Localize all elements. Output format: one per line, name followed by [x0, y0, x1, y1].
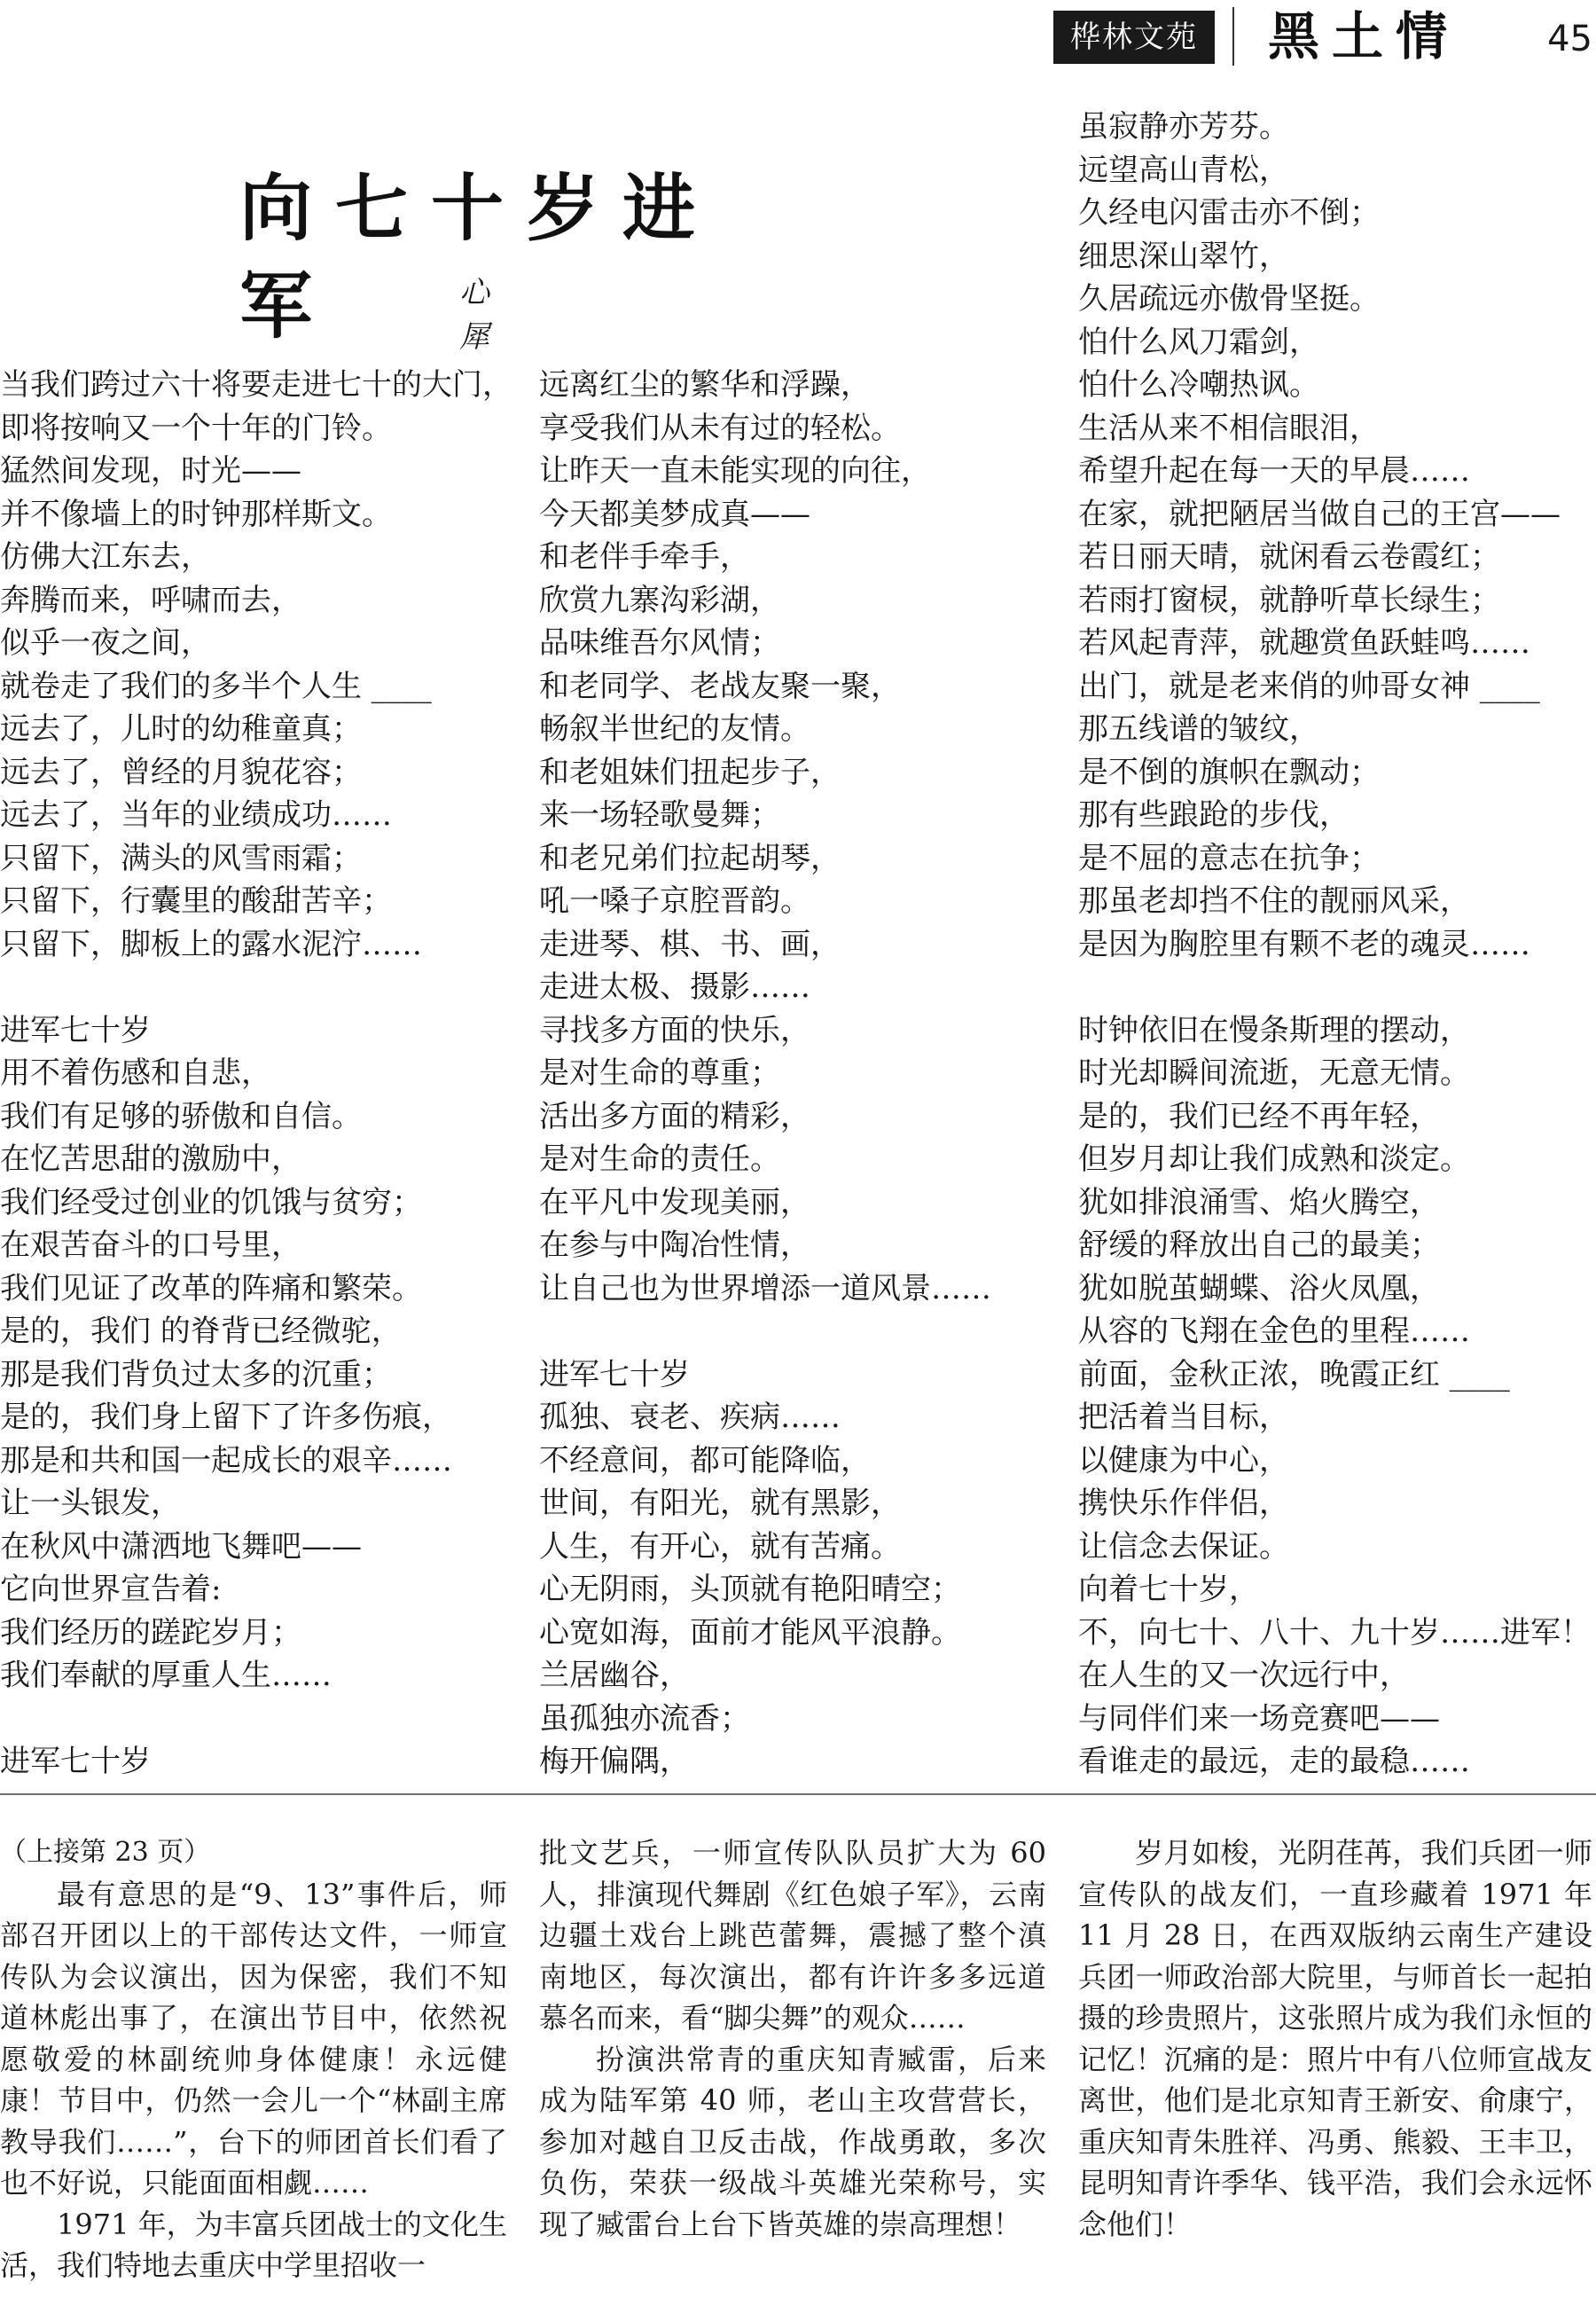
- poem-line: 若风起青萍，就趣赏鱼跃蛙鸣……: [1078, 625, 1530, 661]
- poem-line: 远去了，儿时的幼稚童真；: [0, 711, 362, 747]
- poem-line: 进军七十岁: [539, 1356, 690, 1392]
- poem-line: 寻找多方面的快乐，: [539, 1012, 810, 1048]
- poem-line: 进军七十岁: [0, 1012, 151, 1048]
- poem-line: 怕什么风刀霜剑，: [1078, 324, 1319, 360]
- poem-line: 兰居幽谷，: [539, 1658, 690, 1693]
- poem-line: 若日丽天晴，就闲看云卷霞红；: [1078, 539, 1500, 575]
- magazine-logo: 黑土情: [1268, 6, 1460, 67]
- poem-line: 从容的飞翔在金色的里程……: [1078, 1314, 1470, 1349]
- prose-paragraph: 批文艺兵，一师宣传队队员扩大为 60 人，排演现代舞剧《红色娘子军》，云南边疆土戏台上跳芭蕾舞，震撼了整个滇南地区，每次演出，都有许许多多远道慕名而来，看“脚尖舞”的观众……: [539, 1836, 1046, 2035]
- poem-line: 不经意间，都可能降临，: [539, 1442, 871, 1478]
- poem-line: 我们经历的蹉跎岁月；: [0, 1614, 301, 1651]
- poem-line: 生活从来不相信眼泪，: [1078, 410, 1380, 446]
- poem-line: 畅叙半世纪的友情。: [539, 711, 810, 747]
- poem-line: 看谁走的最远，走的最稳……: [1078, 1744, 1470, 1779]
- poem-line: 远望高山青松，: [1078, 152, 1289, 188]
- poem-line: 犹如排浪涌雪、焰火腾空，: [1078, 1184, 1440, 1220]
- poem-line: 是对生命的尊重；: [539, 1055, 780, 1091]
- poem-line: 时钟依旧在慢条斯理的摆动，: [1078, 1012, 1470, 1048]
- prose-paragraph: 最有意思的是“9、13”事件后，师部召开团以上的干部传达文件，一师宣传队为会议演出，因为保密，我们不知道林彪出事了，在演出节目中，依然祝愿敬爱的林副统帅身体健康！永远健康！节目中，仍然一会儿一个“林副主席教导我们……”，台下的师团首长们看了也不好说，只能面面相觑……: [0, 1877, 507, 2200]
- poem-line: 让自己也为世界增添一道风景……: [539, 1270, 991, 1306]
- poem-line: 在参与中陶冶性情，: [539, 1227, 810, 1263]
- poem-line: 吼一嗓子京腔晋韵。: [539, 883, 810, 919]
- poem-line: 即将按响又一个十年的门铃。: [0, 410, 392, 446]
- poem-line: 远去了，曾经的月貌花容；: [0, 754, 362, 790]
- page-number: 45: [1547, 19, 1592, 59]
- poem-line: 梅开偏隅，: [539, 1744, 690, 1779]
- poem-line: 世间，有阳光，就有黑影，: [539, 1486, 901, 1521]
- poem-line: 进军七十岁: [0, 1744, 151, 1779]
- poem-line: 和老同学、老战友聚一聚，: [539, 668, 901, 704]
- poem-line: 犹如脱茧蝴蝶、浴火凤凰，: [1078, 1270, 1440, 1306]
- poem-column-1: [0, 364, 514, 1784]
- poem-line: 心无阴雨，头顶就有艳阳晴空；: [539, 1572, 961, 1607]
- poem-line: 人生，有开心，就有苦痛。: [539, 1528, 901, 1565]
- prose-paragraph: 岁月如梭，光阴荏苒，我们兵团一师宣传队的战友们，一直珍藏着 1971 年 11 月 28 日，在西双版纳云南生产建设兵团一师政治部大院里，与师首长一起拍摄的珍贵照片，这张照片成为我们永恒的记忆！沉痛的是：照片中有八位师宣战友离世，他们是北京知青王新安、俞康宁，重庆知青朱胜祥、冯勇、熊毅、王丰卫，昆明知青许季华、钱平浩，我们会永远怀念他们！: [1078, 1836, 1592, 2241]
- poem-column-3: [1078, 106, 1596, 1784]
- poem-line: 时光却瞬间流逝，无意无情。: [1078, 1055, 1470, 1091]
- poem-line: 是的，我们已经不再年轻，: [1078, 1098, 1440, 1134]
- poem-line: 心宽如海，面前才能风平浪静。: [539, 1614, 961, 1651]
- poem-line: 那虽老却挡不住的靓丽风采，: [1078, 883, 1470, 919]
- poem-line: 那五线谱的皱纹，: [1078, 711, 1319, 747]
- poem-line: 似乎一夜之间，: [0, 625, 211, 661]
- poem-line: 那有些踉跄的步伐，: [1078, 797, 1350, 833]
- poem-title: 向七十岁进军: [239, 166, 719, 349]
- poem-line: 是的，我们 的脊背已经微驼，: [0, 1314, 402, 1349]
- poem-line: 远去了，当年的业绩成功……: [0, 797, 392, 833]
- poem-line: 把活着当目标，: [1078, 1400, 1289, 1435]
- poem-line: 那是和共和国一起成长的艰辛……: [0, 1442, 452, 1478]
- poem-line: 以健康为中心，: [1078, 1442, 1289, 1478]
- poem-line: 走进琴、棋、书、画，: [539, 926, 841, 962]
- poem-line: 怕什么冷嘲热讽。: [1078, 367, 1319, 403]
- poem-line: 我们见证了改革的阵痛和繁荣。: [0, 1270, 422, 1306]
- continued-note: （上接第 23 页）: [0, 1837, 211, 1868]
- poem-line: 但岁月却让我们成熟和淡定。: [1078, 1141, 1470, 1177]
- prose-column-1: [0, 1832, 507, 2298]
- poem-line: 来一场轻歌曼舞；: [539, 797, 780, 833]
- poem-line: 在秋风中潇洒地飞舞吧——: [0, 1528, 362, 1565]
- poem-line: 那是我们背负过太多的沉重；: [0, 1356, 392, 1392]
- prose-paragraph: 扮演洪常青的重庆知青臧雷，后来成为陆军第 40 师，老山主攻营营长，参加对越自卫反击战，作战勇敢，多次负伤，荣获一级战斗英雄光荣称号，实现了臧雷台上台下皆英雄的崇高理想！: [539, 2042, 1046, 2241]
- section-tag: 桦林文苑: [1053, 11, 1215, 64]
- poem-line: 孤独、衰老、疾病……: [539, 1400, 841, 1435]
- poem-line: 若雨打窗棂，就静听草长绿生；: [1078, 582, 1500, 618]
- poem-line: 虽孤独亦流香；: [539, 1700, 750, 1737]
- poem-line: 在平凡中发现美丽，: [539, 1184, 810, 1220]
- poem-line: 在忆苦思甜的激励中，: [0, 1141, 301, 1177]
- poem-line: 在家，就把陋居当做自己的王宫——: [1078, 496, 1561, 532]
- poem-line: 走进太极、摄影……: [539, 969, 810, 1005]
- poem-line: 只留下，行囊里的酸甜苦辛；: [0, 883, 392, 919]
- poem-author: 心 犀: [459, 275, 532, 355]
- poem-line: 虽寂静亦芳芬。: [1078, 109, 1289, 145]
- prose-column-2: [539, 1832, 1046, 2298]
- poem-line: 我们经受过创业的饥饿与贫穷；: [0, 1184, 422, 1220]
- poem-line: 久经电闪雷击亦不倒；: [1078, 195, 1380, 231]
- poem-line: 当我们跨过六十将要走进七十的大门，: [0, 367, 512, 403]
- poem-line: 让一头银发，: [0, 1486, 181, 1521]
- poem-line: 奔腾而来，呼啸而去，: [0, 582, 301, 618]
- poem-line: 是因为胸腔里有颗不老的魂灵……: [1078, 926, 1530, 962]
- prose-paragraph: 1971 年，为丰富兵团战士的文化生活，我们特地去重庆中学里招收一: [0, 2207, 507, 2282]
- header-divider: [1232, 7, 1234, 66]
- poem-line: 在艰苦奋斗的口号里，: [0, 1227, 301, 1263]
- poem-line: 久居疏远亦傲骨坚挺。: [1078, 281, 1380, 317]
- poem-line: 细思深山翠竹，: [1078, 238, 1289, 274]
- poem-line: 远离红尘的繁华和浮躁，: [539, 367, 871, 403]
- poem-line: 和老姐妹们扭起步子，: [539, 754, 841, 790]
- poem-line: 携快乐作伴侣，: [1078, 1486, 1289, 1521]
- poem-line: 前面，金秋正浓，晚霞正红 ____: [1078, 1356, 1510, 1392]
- poem-line: 让昨天一直未能实现的向往，: [539, 453, 931, 489]
- poem-line: 让信念去保证。: [1078, 1528, 1289, 1565]
- poem-line: 猛然间发现，时光——: [0, 453, 301, 489]
- poem-line: 和老伴手牵手，: [539, 539, 750, 575]
- poem-line: 它向世界宣告着:: [0, 1572, 222, 1607]
- poem-line: 欣赏九寨沟彩湖，: [539, 582, 780, 618]
- poem-line: 我们奉献的厚重人生……: [0, 1658, 332, 1693]
- section-divider: [0, 1793, 1596, 1795]
- poem-line: 与同伴们来一场竞赛吧——: [1078, 1700, 1440, 1737]
- poem-line: 只留下，满头的风雪雨霜；: [0, 840, 362, 876]
- poem-line: 我们有足够的骄傲和自信。: [0, 1098, 362, 1134]
- prose-column-3: [1078, 1832, 1592, 2298]
- poem-line: 就卷走了我们的多半个人生 ____: [0, 668, 432, 704]
- poem-line: 舒缓的释放出自己的最美；: [1078, 1227, 1440, 1263]
- poem-line: 用不着伤感和自悲，: [0, 1055, 271, 1091]
- poem-line: 品味维吾尔风情；: [539, 625, 780, 661]
- poem-line: 今天都美梦成真——: [539, 496, 810, 532]
- poem-line: 是对生命的责任。: [539, 1141, 780, 1177]
- poem-line: 仿佛大江东去，: [0, 539, 211, 575]
- poem-line: 并不像墙上的时钟那样斯文。: [0, 496, 392, 532]
- poem-column-2: [539, 364, 1044, 1784]
- poem-line: 和老兄弟们拉起胡琴，: [539, 840, 841, 876]
- poem-line: 向着七十岁，: [1078, 1572, 1259, 1607]
- poem-line: 希望升起在每一天的早晨……: [1078, 453, 1470, 489]
- poem-line: 是的，我们身上留下了许多伤痕，: [0, 1400, 452, 1435]
- poem-line: 活出多方面的精彩，: [539, 1098, 810, 1134]
- poem-line: 是不屈的意志在抗争；: [1078, 840, 1380, 876]
- poem-line: 享受我们从未有过的轻松。: [539, 410, 901, 446]
- poem-line: 在人生的又一次远行中，: [1078, 1658, 1410, 1693]
- poem-line: 不，向七十、八十、九十岁……进军！: [1078, 1614, 1591, 1651]
- poem-line: 出门，就是老来俏的帅哥女神 ____: [1078, 668, 1540, 704]
- poem-line: 只留下，脚板上的露水泥泞……: [0, 926, 422, 962]
- poem-line: 是不倒的旗帜在飘动；: [1078, 754, 1380, 790]
